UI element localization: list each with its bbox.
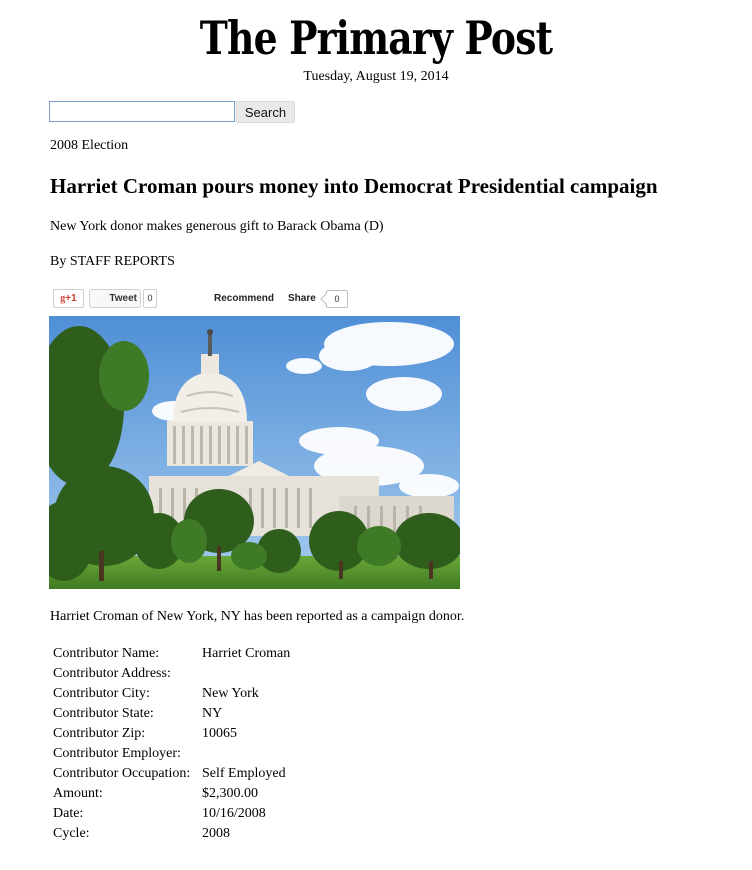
table-row [52, 706, 291, 724]
table-row [52, 746, 291, 764]
table-row [52, 646, 291, 664]
row-value: 10/16/2008 [202, 806, 266, 821]
row-value: Harriet Croman [202, 646, 291, 661]
row-label: Contributor Occupation: [53, 766, 191, 781]
article-headline: Harriet Croman pours money into Democrat Presidential campaign [50, 174, 658, 198]
social-share-bar [53, 289, 353, 309]
row-label: Date: [53, 806, 84, 821]
article-byline: By STAFF REPORTS [50, 254, 175, 269]
tweet-count: 0 [143, 289, 157, 308]
tweet-label: Tweet [109, 293, 137, 304]
row-value: 2008 [202, 826, 230, 841]
masthead-title: The Primary Post [199, 11, 553, 65]
table-row [52, 726, 291, 744]
article-intro: Harriet Croman of New York, NY has been reported as a campaign donor. [50, 609, 465, 624]
row-value [201, 746, 291, 764]
table-row [52, 766, 291, 784]
row-value: New York [202, 686, 259, 701]
contributor-table [50, 644, 293, 846]
row-label: Contributor Zip: [53, 726, 146, 741]
table-row [52, 786, 291, 804]
share-button[interactable]: Share [288, 293, 316, 304]
row-value: $2,300.00 [202, 786, 258, 801]
table-row [52, 686, 291, 704]
search-input[interactable] [49, 101, 235, 122]
article-subhead: New York donor makes generous gift to Barack Obama (D) [50, 219, 384, 234]
table-row [52, 806, 291, 824]
share-count: 0 [326, 290, 348, 308]
tweet-button[interactable] [89, 289, 141, 308]
section-label: 2008 Election [50, 138, 129, 153]
row-label: Amount: [53, 786, 103, 801]
row-label: Contributor Employer: [53, 746, 181, 761]
google-plus-g-icon: g [60, 293, 66, 304]
recommend-button[interactable]: Recommend [214, 293, 275, 304]
row-label: Cycle: [53, 826, 90, 841]
row-label: Contributor Address: [53, 666, 171, 681]
google-plus-button[interactable] [53, 289, 84, 308]
google-plus-label: +1 [65, 293, 77, 304]
row-value: NY [202, 706, 223, 721]
row-label: Contributor State: [53, 706, 154, 721]
search-button[interactable]: Search [236, 101, 295, 123]
row-value: Self Employed [202, 766, 286, 781]
row-label: Contributor Name: [53, 646, 160, 661]
row-value: 10065 [202, 726, 237, 741]
row-label: Contributor City: [53, 686, 150, 701]
row-value [201, 666, 291, 684]
masthead-date: Tuesday, August 19, 2014 [303, 69, 449, 84]
table-row [52, 666, 291, 684]
table-row [52, 826, 291, 844]
capitol-building-photo [49, 316, 460, 589]
